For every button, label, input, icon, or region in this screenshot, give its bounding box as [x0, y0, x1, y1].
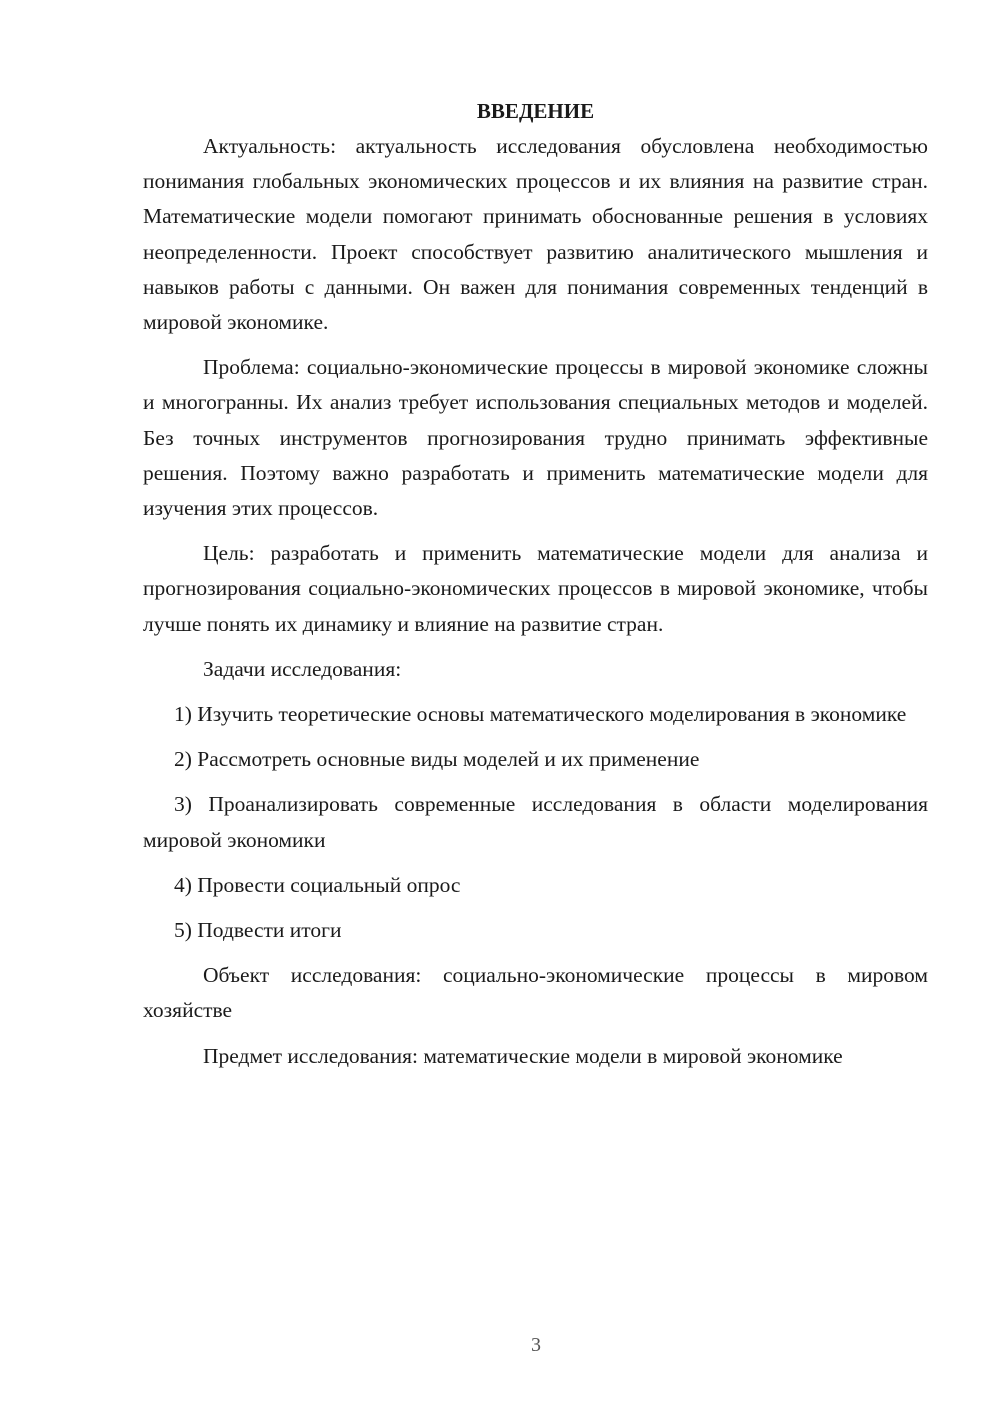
paragraph-relevance: Актуальность: актуальность исследования обусловлена необходимостью понимания глобальных экономических процессов и их влияния на развитие стран. Математические модели помогают принимать обоснованные решения в условиях неопределенности. Проект способствует развитию аналитического мышления и навыков работы с данными. Он важен для понимания современных тенденций в мировой экономике.: [143, 134, 928, 335]
paragraph-goal: Цель: разработать и применить математические модели для анализа и прогнозирования социально-экономических процессов в мировой экономике, чтобы лучше понять их динамику и влияние на развитие стран.: [143, 541, 928, 636]
task-item-2: 2) Рассмотреть основные виды моделей и их применение: [174, 747, 700, 772]
paragraph-subject: Предмет исследования: математические модели в мировой экономике: [203, 1043, 843, 1068]
task-item-3: 3) Проанализировать современные исследования в области моделирования мировой экономики: [143, 792, 928, 852]
task-item-5: 5) Подвести итоги: [174, 918, 342, 943]
page-number: 3: [531, 1334, 541, 1356]
task-item-4: 4) Провести социальный опрос: [174, 872, 461, 897]
page-title: ВВЕДЕНИЕ: [476, 99, 595, 123]
paragraph-object: Объект исследования: социально-экономические процессы в мировом хозяйстве: [143, 963, 928, 1023]
document-page: [143, 94, 928, 1084]
paragraph-problem: Проблема: социально-экономические процессы в мировой экономике сложны и многогранны. Их анализ требует использования специальных методов и моделей. Без точных инструментов прогнозирования трудно принимать эффективные решения. Поэтому важно разработать и применить математические модели для изучения этих процессов.: [143, 355, 928, 521]
paragraph-tasks-heading: Задачи исследования:: [203, 656, 402, 681]
task-item-1: 1) Изучить теоретические основы математического моделирования в экономике: [174, 702, 907, 727]
